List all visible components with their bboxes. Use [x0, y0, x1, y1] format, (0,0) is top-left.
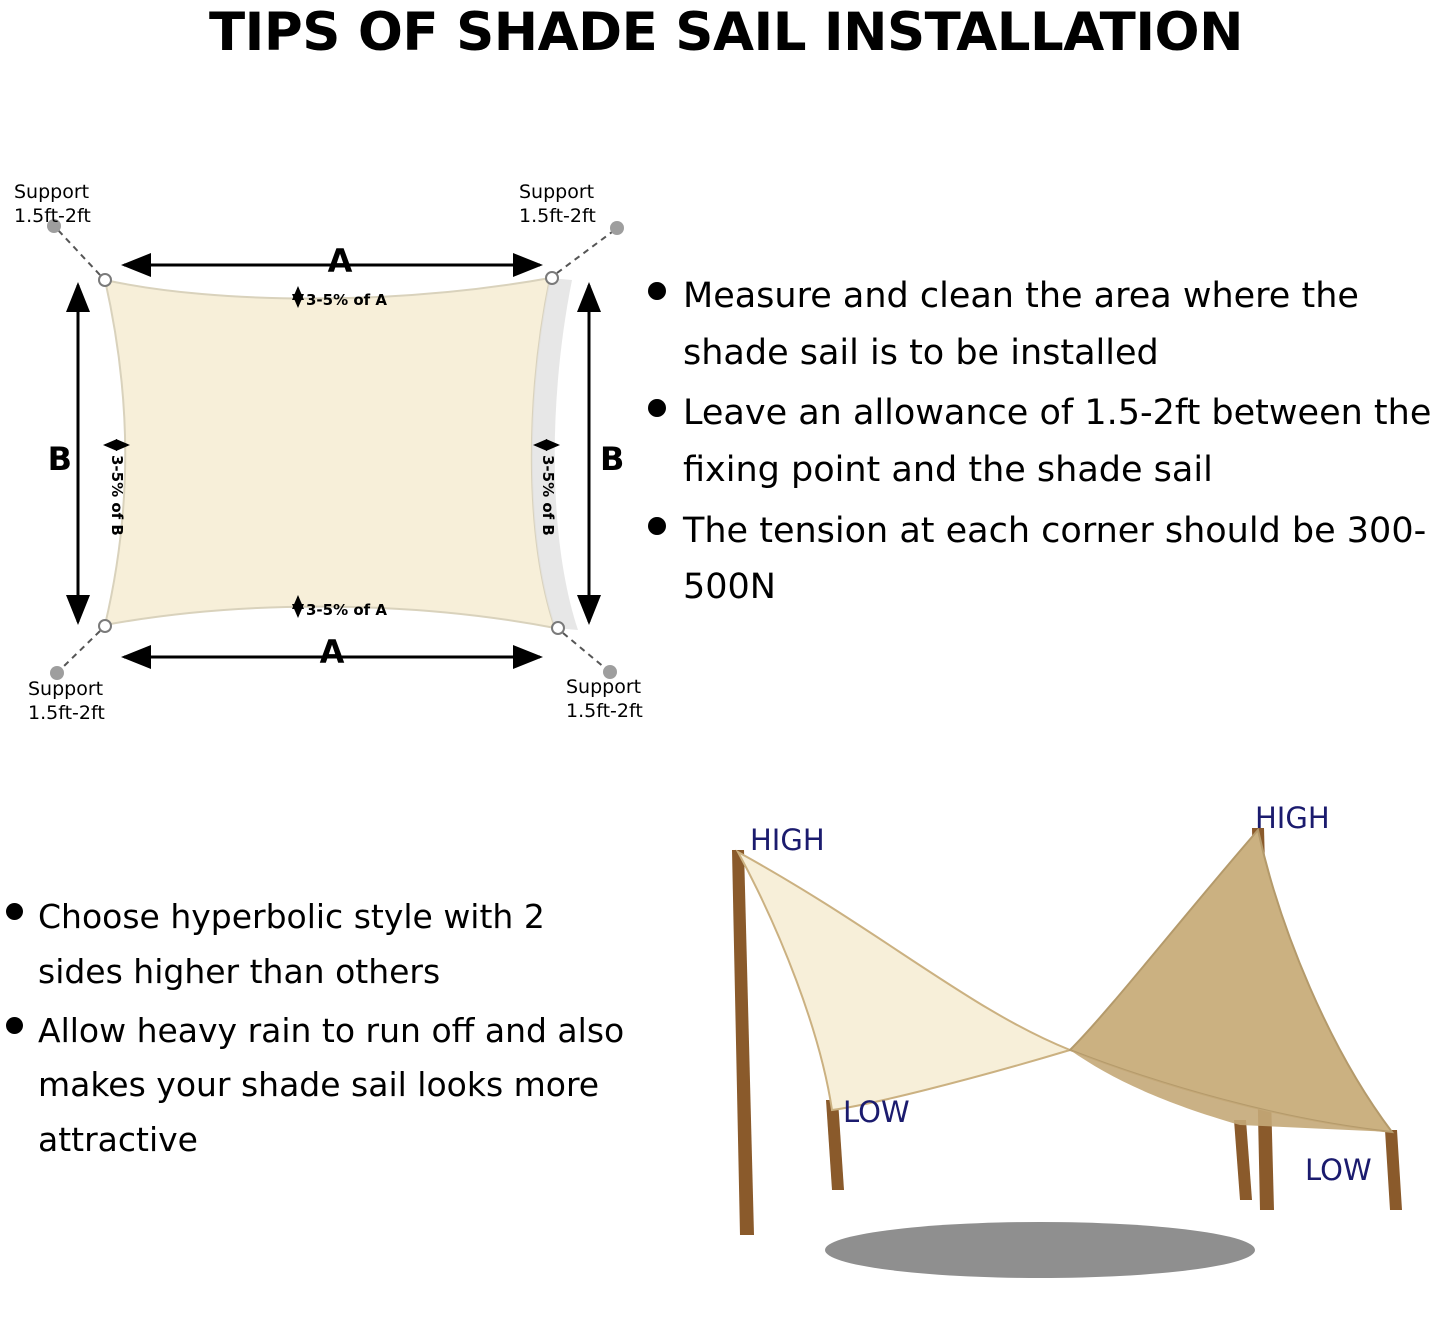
support-line-top-right: [557, 232, 612, 273]
label-bottom-curve: 3-5% of A: [306, 601, 388, 619]
bullet-dot-icon: [648, 399, 666, 417]
grommet-top-right: [546, 272, 558, 284]
bullet-dot-icon: [6, 903, 23, 920]
sail-panel-cream: [738, 852, 1070, 1110]
support-label-top-left-line1: Support: [14, 181, 90, 203]
tip-text: The tension at each corner should be 300-500N: [683, 510, 1427, 608]
tip-text: Leave an allowance of 1.5-2ft between the fixing point and the shade sail: [683, 393, 1432, 491]
support-label-bottom-right-line2: 1.5ft-2ft: [566, 700, 643, 722]
installation-tips-list-bottom: [0, 890, 640, 1172]
support-label-top-left-line2: 1.5ft-2ft: [14, 205, 91, 227]
support-label-bottom-left-line1: Support: [28, 678, 104, 700]
tip-text: Allow heavy rain to run off and also makes your shade sail looks more attractive: [38, 1010, 625, 1160]
bullet-dot-icon: [648, 282, 666, 300]
bullet-dot-icon: [6, 1017, 23, 1034]
label-right-curve: 3-5% of B: [539, 455, 557, 536]
hyperbolic-sail-illustration: [640, 780, 1452, 1325]
support-line-bottom-right: [563, 633, 605, 668]
pole-low-far-right: [1385, 1130, 1402, 1210]
label-high-right: HIGH: [1255, 801, 1330, 835]
list-item: [648, 385, 1448, 498]
label-left-curve: 3-5% of B: [108, 455, 126, 536]
support-label-top-right-line1: Support: [519, 181, 595, 203]
pole-high-left: [732, 850, 754, 1235]
list-item: [648, 503, 1448, 616]
pole-low-left: [826, 1100, 844, 1190]
grommet-bottom-left: [99, 620, 111, 632]
list-item: [0, 1004, 640, 1168]
label-top-a: A: [327, 242, 353, 280]
label-top-curve: 3-5% of A: [306, 291, 388, 309]
support-line-top-left: [58, 230, 100, 275]
label-low-right: LOW: [1305, 1153, 1372, 1187]
label-bottom-a: A: [319, 633, 345, 671]
pole-low-right: [1234, 1120, 1252, 1200]
support-label-bottom-left-line2: 1.5ft-2ft: [28, 702, 105, 724]
sail-panel-tan: [1070, 830, 1392, 1132]
tip-text: Choose hyperbolic style with 2 sides higher than others: [38, 897, 545, 991]
list-item: [0, 890, 640, 1000]
installation-tips-list-top: [648, 268, 1448, 620]
sail-shape: [105, 278, 555, 628]
grommet-top-left: [99, 274, 111, 286]
support-label-top-right-line2: 1.5ft-2ft: [519, 205, 596, 227]
label-low-left: LOW: [843, 1095, 910, 1129]
list-item: [648, 268, 1448, 381]
label-right-b: B: [600, 440, 625, 478]
label-left-b: B: [47, 440, 72, 478]
bullet-dot-icon: [648, 517, 666, 535]
support-dot-top-right: [610, 221, 624, 235]
support-label-bottom-right-line1: Support: [566, 676, 642, 698]
ground-shadow: [825, 1222, 1255, 1278]
page-title: TIPS OF SHADE SAIL INSTALLATION: [209, 2, 1243, 63]
support-line-bottom-left: [62, 631, 100, 668]
grommet-bottom-right: [552, 622, 564, 634]
shade-sail-dimension-diagram: [0, 160, 660, 740]
tip-text: Measure and clean the area where the shade sail is to be installed: [683, 276, 1359, 373]
label-high-left: HIGH: [750, 823, 825, 857]
